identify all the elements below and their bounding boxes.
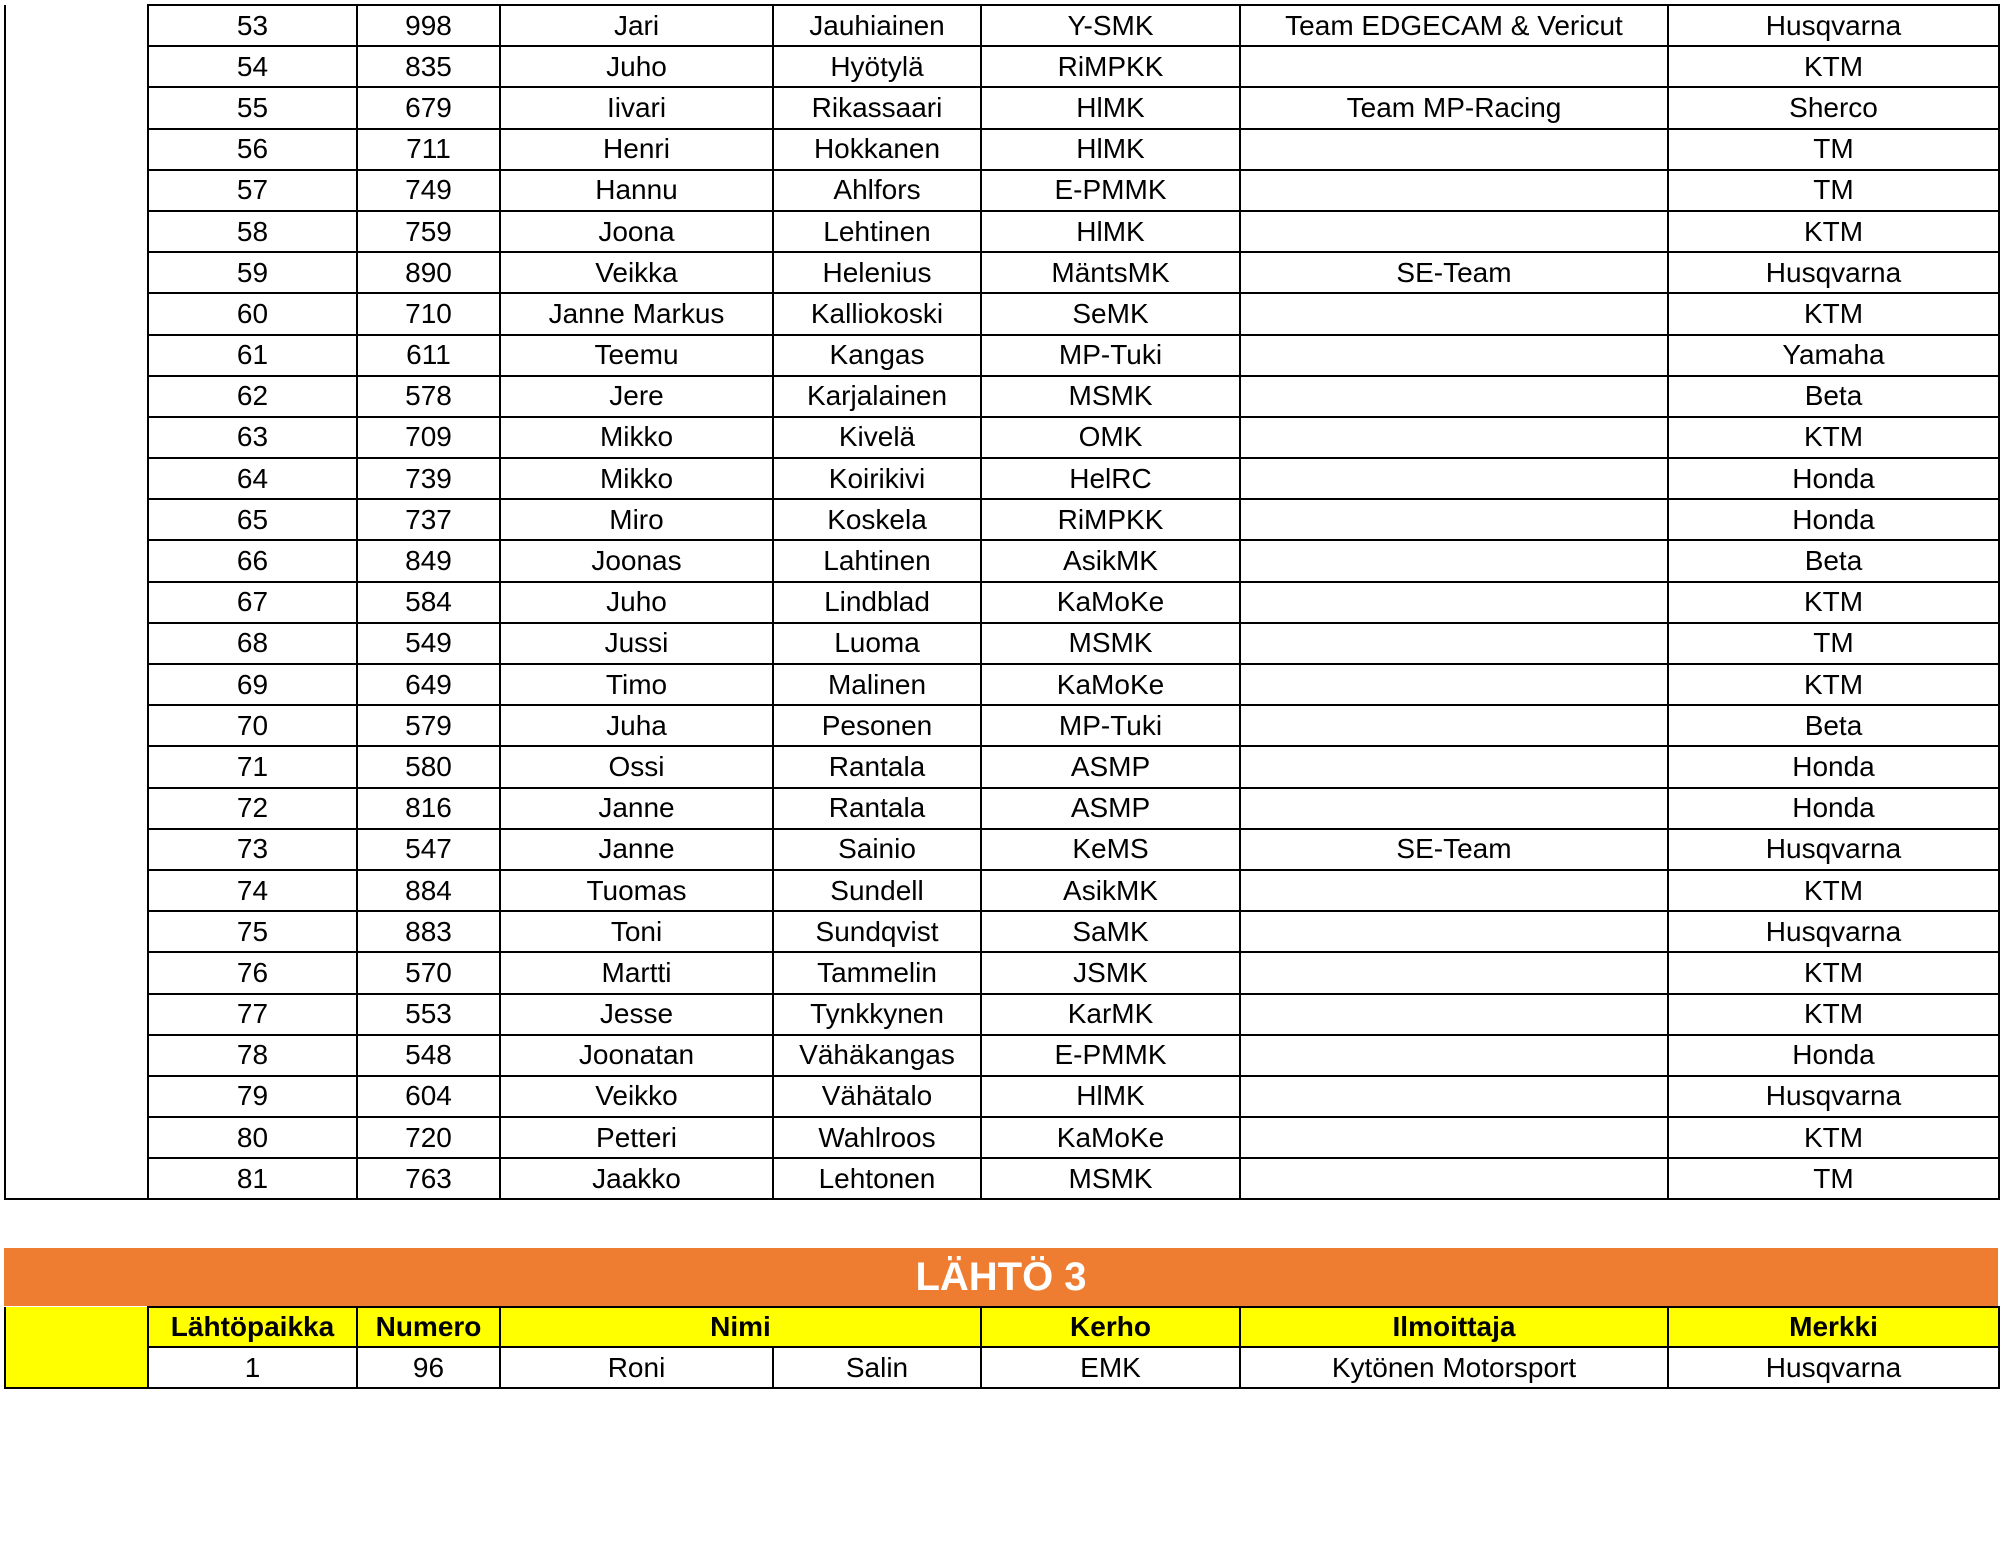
- number-cell: 849: [357, 540, 500, 581]
- row-margin-cell: [5, 417, 148, 458]
- header-start-place: Lähtöpaikka: [148, 1307, 357, 1347]
- row-margin-cell: [5, 540, 148, 581]
- last-name-cell: Koirikivi: [773, 458, 981, 499]
- first-name-cell: Henri: [500, 129, 773, 170]
- brand-cell: KTM: [1668, 870, 1999, 911]
- club-cell: Y-SMK: [981, 5, 1240, 46]
- start-place-cell: 67: [148, 582, 357, 623]
- brand-cell: TM: [1668, 129, 1999, 170]
- last-name-cell: Vähätalo: [773, 1076, 981, 1117]
- start-place-cell: 78: [148, 1035, 357, 1076]
- entrant-cell: [1240, 705, 1668, 746]
- brand-cell: KTM: [1668, 994, 1999, 1035]
- number-cell: 998: [357, 5, 500, 46]
- table-row: [5, 582, 1999, 623]
- number-cell: 883: [357, 911, 500, 952]
- row-margin-cell: [5, 705, 148, 746]
- entrant-cell: [1240, 335, 1668, 376]
- start-place-cell: 79: [148, 1076, 357, 1117]
- row-margin-cell: [5, 87, 148, 128]
- table-row: [5, 705, 1999, 746]
- last-name-cell: Rantala: [773, 788, 981, 829]
- row-margin-cell: [5, 170, 148, 211]
- last-name-cell: Jauhiainen: [773, 5, 981, 46]
- brand-cell: KTM: [1668, 1117, 1999, 1158]
- number-cell: 570: [357, 952, 500, 993]
- brand-cell: KTM: [1668, 582, 1999, 623]
- brand-cell: Honda: [1668, 1035, 1999, 1076]
- club-cell: KarMK: [981, 994, 1240, 1035]
- club-cell: MSMK: [981, 1158, 1240, 1199]
- brand-cell: Husqvarna: [1668, 1076, 1999, 1117]
- club-cell: MSMK: [981, 623, 1240, 664]
- entrant-cell: [1240, 46, 1668, 87]
- table-row: [5, 170, 1999, 211]
- first-name-cell: Jari: [500, 5, 773, 46]
- number-cell: 584: [357, 582, 500, 623]
- first-name-cell: Juho: [500, 46, 773, 87]
- row-margin-cell: [5, 952, 148, 993]
- heat-2-table-body: [5, 5, 1999, 1199]
- entrant-cell: [1240, 540, 1668, 581]
- table-row: [5, 664, 1999, 705]
- first-name-cell: Joonas: [500, 540, 773, 581]
- last-name-cell: Kivelä: [773, 417, 981, 458]
- first-name-cell: Petteri: [500, 1117, 773, 1158]
- first-name-cell: Jaakko: [500, 1158, 773, 1199]
- row-margin-cell: [5, 664, 148, 705]
- number-cell: 649: [357, 664, 500, 705]
- table-row: [5, 129, 1999, 170]
- first-name-cell: Roni: [500, 1347, 773, 1388]
- last-name-cell: Tammelin: [773, 952, 981, 993]
- number-cell: 890: [357, 252, 500, 293]
- row-margin-cell: [5, 499, 148, 540]
- entrant-cell: [1240, 623, 1668, 664]
- number-cell: 884: [357, 870, 500, 911]
- table-row: [5, 87, 1999, 128]
- entrant-cell: [1240, 1035, 1668, 1076]
- brand-cell: TM: [1668, 1158, 1999, 1199]
- club-cell: ASMP: [981, 746, 1240, 787]
- number-cell: 816: [357, 788, 500, 829]
- entrant-cell: [1240, 170, 1668, 211]
- last-name-cell: Sundqvist: [773, 911, 981, 952]
- entrant-cell: Team EDGECAM & Vericut: [1240, 5, 1668, 46]
- first-name-cell: Veikko: [500, 1076, 773, 1117]
- entrant-cell: [1240, 417, 1668, 458]
- number-cell: 96: [357, 1347, 500, 1388]
- last-name-cell: Kalliokoski: [773, 293, 981, 334]
- table-row: [5, 1158, 1999, 1199]
- start-place-cell: 76: [148, 952, 357, 993]
- row-margin-cell: [5, 829, 148, 870]
- start-place-cell: 58: [148, 211, 357, 252]
- start-place-cell: 61: [148, 335, 357, 376]
- brand-cell: KTM: [1668, 952, 1999, 993]
- club-cell: ASMP: [981, 788, 1240, 829]
- club-cell: KaMoKe: [981, 664, 1240, 705]
- entrant-cell: [1240, 376, 1668, 417]
- row-margin-cell: [5, 1307, 148, 1388]
- table-row: [5, 376, 1999, 417]
- table-row: [5, 829, 1999, 870]
- club-cell: SaMK: [981, 911, 1240, 952]
- start-place-cell: 1: [148, 1347, 357, 1388]
- number-cell: 749: [357, 170, 500, 211]
- brand-cell: KTM: [1668, 211, 1999, 252]
- number-cell: 578: [357, 376, 500, 417]
- club-cell: HlMK: [981, 87, 1240, 128]
- header-club: Kerho: [981, 1307, 1240, 1347]
- table-row: [5, 911, 1999, 952]
- last-name-cell: Tynkkynen: [773, 994, 981, 1035]
- club-cell: SeMK: [981, 293, 1240, 334]
- number-cell: 709: [357, 417, 500, 458]
- start-place-cell: 59: [148, 252, 357, 293]
- number-cell: 580: [357, 746, 500, 787]
- club-cell: MP-Tuki: [981, 335, 1240, 376]
- start-place-cell: 57: [148, 170, 357, 211]
- start-place-cell: 81: [148, 1158, 357, 1199]
- last-name-cell: Lahtinen: [773, 540, 981, 581]
- brand-cell: KTM: [1668, 293, 1999, 334]
- last-name-cell: Hokkanen: [773, 129, 981, 170]
- start-place-cell: 65: [148, 499, 357, 540]
- table-row: [5, 952, 1999, 993]
- brand-cell: Beta: [1668, 705, 1999, 746]
- brand-cell: Husqvarna: [1668, 252, 1999, 293]
- header-number: Numero: [357, 1307, 500, 1347]
- first-name-cell: Veikka: [500, 252, 773, 293]
- club-cell: AsikMK: [981, 870, 1240, 911]
- first-name-cell: Jere: [500, 376, 773, 417]
- table-row: [5, 1035, 1999, 1076]
- entrant-cell: [1240, 664, 1668, 705]
- number-cell: 579: [357, 705, 500, 746]
- table-row: [5, 870, 1999, 911]
- last-name-cell: Sainio: [773, 829, 981, 870]
- last-name-cell: Malinen: [773, 664, 981, 705]
- number-cell: 548: [357, 1035, 500, 1076]
- club-cell: RiMPKK: [981, 499, 1240, 540]
- brand-cell: Honda: [1668, 746, 1999, 787]
- club-cell: AsikMK: [981, 540, 1240, 581]
- last-name-cell: Karjalainen: [773, 376, 981, 417]
- brand-cell: KTM: [1668, 417, 1999, 458]
- row-margin-cell: [5, 211, 148, 252]
- table-row: [5, 252, 1999, 293]
- first-name-cell: Tuomas: [500, 870, 773, 911]
- table-row: [5, 1076, 1999, 1117]
- first-name-cell: Timo: [500, 664, 773, 705]
- brand-cell: Honda: [1668, 499, 1999, 540]
- entrant-cell: [1240, 1076, 1668, 1117]
- brand-cell: TM: [1668, 623, 1999, 664]
- last-name-cell: Lindblad: [773, 582, 981, 623]
- entrant-cell: [1240, 129, 1668, 170]
- last-name-cell: Koskela: [773, 499, 981, 540]
- club-cell: E-PMMK: [981, 1035, 1240, 1076]
- last-name-cell: Hyötylä: [773, 46, 981, 87]
- number-cell: 710: [357, 293, 500, 334]
- start-place-cell: 53: [148, 5, 357, 46]
- last-name-cell: Sundell: [773, 870, 981, 911]
- row-margin-cell: [5, 376, 148, 417]
- brand-cell: KTM: [1668, 46, 1999, 87]
- table-row: [5, 5, 1999, 46]
- number-cell: 679: [357, 87, 500, 128]
- entrant-cell: Kytönen Motorsport: [1240, 1347, 1668, 1388]
- first-name-cell: Mikko: [500, 417, 773, 458]
- start-place-cell: 74: [148, 870, 357, 911]
- club-cell: KaMoKe: [981, 582, 1240, 623]
- number-cell: 720: [357, 1117, 500, 1158]
- last-name-cell: Pesonen: [773, 705, 981, 746]
- first-name-cell: Ossi: [500, 746, 773, 787]
- last-name-cell: Kangas: [773, 335, 981, 376]
- last-name-cell: Rikassaari: [773, 87, 981, 128]
- brand-cell: Honda: [1668, 458, 1999, 499]
- first-name-cell: Teemu: [500, 335, 773, 376]
- table-row: [5, 746, 1999, 787]
- entrant-cell: [1240, 1158, 1668, 1199]
- entrant-cell: [1240, 499, 1668, 540]
- table-row: [5, 335, 1999, 376]
- header-name: Nimi: [500, 1307, 981, 1347]
- club-cell: RiMPKK: [981, 46, 1240, 87]
- start-place-cell: 73: [148, 829, 357, 870]
- last-name-cell: Salin: [773, 1347, 981, 1388]
- start-place-cell: 63: [148, 417, 357, 458]
- number-cell: 739: [357, 458, 500, 499]
- number-cell: 604: [357, 1076, 500, 1117]
- brand-cell: Husqvarna: [1668, 911, 1999, 952]
- table-row: [5, 499, 1999, 540]
- start-place-cell: 68: [148, 623, 357, 664]
- table-row: [5, 46, 1999, 87]
- table-row: [5, 994, 1999, 1035]
- brand-cell: Husqvarna: [1668, 5, 1999, 46]
- header-brand: Merkki: [1668, 1307, 1999, 1347]
- entrant-cell: [1240, 211, 1668, 252]
- first-name-cell: Janne Markus: [500, 293, 773, 334]
- row-margin-cell: [5, 293, 148, 334]
- entrant-cell: SE-Team: [1240, 829, 1668, 870]
- row-margin-cell: [5, 623, 148, 664]
- entrant-cell: [1240, 911, 1668, 952]
- first-name-cell: Mikko: [500, 458, 773, 499]
- last-name-cell: Wahlroos: [773, 1117, 981, 1158]
- first-name-cell: Iivari: [500, 87, 773, 128]
- row-margin-cell: [5, 335, 148, 376]
- brand-cell: Honda: [1668, 788, 1999, 829]
- club-cell: E-PMMK: [981, 170, 1240, 211]
- brand-cell: Husqvarna: [1668, 1347, 1999, 1388]
- row-margin-cell: [5, 746, 148, 787]
- first-name-cell: Joona: [500, 211, 773, 252]
- club-cell: MSMK: [981, 376, 1240, 417]
- last-name-cell: Lehtonen: [773, 1158, 981, 1199]
- header-entrant: Ilmoittaja: [1240, 1307, 1668, 1347]
- start-place-cell: 70: [148, 705, 357, 746]
- club-cell: KeMS: [981, 829, 1240, 870]
- number-cell: 763: [357, 1158, 500, 1199]
- row-margin-cell: [5, 1158, 148, 1199]
- start-place-cell: 62: [148, 376, 357, 417]
- entrant-cell: [1240, 293, 1668, 334]
- first-name-cell: Miro: [500, 499, 773, 540]
- number-cell: 759: [357, 211, 500, 252]
- club-cell: MäntsMK: [981, 252, 1240, 293]
- club-cell: HelRC: [981, 458, 1240, 499]
- brand-cell: TM: [1668, 170, 1999, 211]
- last-name-cell: Vähäkangas: [773, 1035, 981, 1076]
- number-cell: 611: [357, 335, 500, 376]
- first-name-cell: Joonatan: [500, 1035, 773, 1076]
- row-margin-cell: [5, 46, 148, 87]
- table-row: [5, 540, 1999, 581]
- start-place-cell: 75: [148, 911, 357, 952]
- heat-3-title: LÄHTÖ 3: [4, 1248, 1998, 1306]
- table-row: [5, 293, 1999, 334]
- entrant-cell: [1240, 458, 1668, 499]
- entrant-cell: [1240, 994, 1668, 1035]
- table-row: [5, 788, 1999, 829]
- first-name-cell: Janne: [500, 829, 773, 870]
- table-row: [5, 1347, 1999, 1388]
- row-margin-cell: [5, 5, 148, 46]
- first-name-cell: Janne: [500, 788, 773, 829]
- last-name-cell: Helenius: [773, 252, 981, 293]
- last-name-cell: Rantala: [773, 746, 981, 787]
- start-place-cell: 69: [148, 664, 357, 705]
- brand-cell: Sherco: [1668, 87, 1999, 128]
- row-margin-cell: [5, 458, 148, 499]
- club-cell: MP-Tuki: [981, 705, 1240, 746]
- last-name-cell: Lehtinen: [773, 211, 981, 252]
- table-row: [5, 458, 1999, 499]
- start-place-cell: 66: [148, 540, 357, 581]
- first-name-cell: Juho: [500, 582, 773, 623]
- entrant-cell: [1240, 1117, 1668, 1158]
- last-name-cell: Ahlfors: [773, 170, 981, 211]
- first-name-cell: Jussi: [500, 623, 773, 664]
- start-place-cell: 56: [148, 129, 357, 170]
- first-name-cell: Jesse: [500, 994, 773, 1035]
- number-cell: 737: [357, 499, 500, 540]
- first-name-cell: Hannu: [500, 170, 773, 211]
- first-name-cell: Toni: [500, 911, 773, 952]
- row-margin-cell: [5, 129, 148, 170]
- heat-3-table-body: [5, 1307, 1999, 1388]
- entrant-cell: [1240, 870, 1668, 911]
- start-place-cell: 54: [148, 46, 357, 87]
- club-cell: OMK: [981, 417, 1240, 458]
- start-place-cell: 77: [148, 994, 357, 1035]
- club-cell: HlMK: [981, 211, 1240, 252]
- club-cell: JSMK: [981, 952, 1240, 993]
- table-row: [5, 623, 1999, 664]
- number-cell: 547: [357, 829, 500, 870]
- entrant-cell: [1240, 746, 1668, 787]
- entrant-cell: [1240, 582, 1668, 623]
- row-margin-cell: [5, 994, 148, 1035]
- club-cell: EMK: [981, 1347, 1240, 1388]
- brand-cell: Yamaha: [1668, 335, 1999, 376]
- club-cell: HlMK: [981, 129, 1240, 170]
- first-name-cell: Juha: [500, 705, 773, 746]
- start-place-cell: 72: [148, 788, 357, 829]
- number-cell: 549: [357, 623, 500, 664]
- row-margin-cell: [5, 1076, 148, 1117]
- row-margin-cell: [5, 911, 148, 952]
- row-margin-cell: [5, 582, 148, 623]
- table-row: [5, 211, 1999, 252]
- number-cell: 711: [357, 129, 500, 170]
- brand-cell: Beta: [1668, 540, 1999, 581]
- row-margin-cell: [5, 252, 148, 293]
- entrant-cell: Team MP-Racing: [1240, 87, 1668, 128]
- table-row: [5, 417, 1999, 458]
- heat-2-start-list: [4, 4, 2000, 1200]
- brand-cell: Husqvarna: [1668, 829, 1999, 870]
- club-cell: KaMoKe: [981, 1117, 1240, 1158]
- table-row: [5, 1117, 1999, 1158]
- number-cell: 835: [357, 46, 500, 87]
- heat-3-start-list: [4, 1306, 2000, 1389]
- start-place-cell: 80: [148, 1117, 357, 1158]
- entrant-cell: [1240, 788, 1668, 829]
- entrant-cell: [1240, 952, 1668, 993]
- row-margin-cell: [5, 1035, 148, 1076]
- start-place-cell: 60: [148, 293, 357, 334]
- start-place-cell: 55: [148, 87, 357, 128]
- number-cell: 553: [357, 994, 500, 1035]
- club-cell: HlMK: [981, 1076, 1240, 1117]
- header-row: [5, 1307, 1999, 1347]
- start-place-cell: 71: [148, 746, 357, 787]
- entrant-cell: SE-Team: [1240, 252, 1668, 293]
- first-name-cell: Martti: [500, 952, 773, 993]
- start-place-cell: 64: [148, 458, 357, 499]
- brand-cell: KTM: [1668, 664, 1999, 705]
- row-margin-cell: [5, 1117, 148, 1158]
- row-margin-cell: [5, 788, 148, 829]
- last-name-cell: Luoma: [773, 623, 981, 664]
- row-margin-cell: [5, 870, 148, 911]
- brand-cell: Beta: [1668, 376, 1999, 417]
